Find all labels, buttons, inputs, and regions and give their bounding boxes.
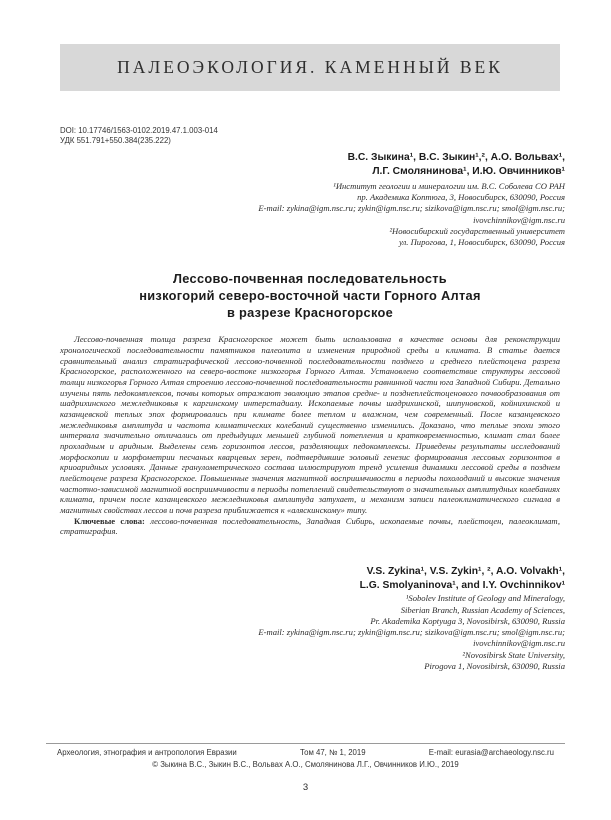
section-banner — [60, 44, 560, 91]
affiliation-en-line: ¹Sobolev Institute of Geology and Mineralogy, — [405, 593, 565, 604]
affiliation-russian — [60, 181, 565, 249]
abstract-text: Лессово-почвенная толща разреза Красногорское может быть использована в качестве основы для реконструкции хронологической последовательности памятников палеолита и изменения природной среды и климата. В статье дается сравнительный анализ стратиграфической лессово-почвенной последовательности позднего и среднего плейстоцена разреза Красногорское, расположенного на северо-востоке низкогорья Горного Алтая. Установлено соответствие структуры лессовой толщи низкогорья Горного Алтая строению лессово-почвенной последовательности равнинной части юга Западной Сибири. Детально изучены пять педокомплексов, почвы которых отражают эволюцию этапов средне- и позднеплейстоценового почвообразования от шадрихинского межледниковья к каргинскому интерстадиалу. Ископаемые почвы шадрихинской, шипуновской, койнихинской и казанцевской теплых эпох формировались при климате более теплом и влажном, чем современный. После казанцевского межледниковья амплитуда и частота климатических колебаний существенно изменились. Доказано, что теплые эпохи этого интервала значительно отличались от предыдущих меньшей глубиной потепления и кратковременностью, климат стал более прохладным и аридным. Выделены семь горизонтов лессов, разделяющих педокомплексы. Приведены результаты исследований морфоскопии и морфометрии песчаных кварцевых зерен, подтвердившие эоловый генезис формирования лессовых горизонтов в криоаридных условиях. Данные гранулометрического состава иллюстрируют тренд усиления динамики лессовой среды в позднем плейстоцене разреза Красногорское. Повышенные значения магнитной восприимчивости в периоды похолоданий и высокие значения частотно-зависимой магнитной восприимчивости в периоды потеплений свидетельствуют о значительных амплитудных колебаниях климата, причем после казанцевского межледниковья амплитуда затухает, и механизм записи палеоклиматического сигнала в магнитных свойствах лессов и почв разреза приближается к «аляскинскому» типу. — [60, 334, 560, 515]
footer-journal-name: Археология, этнография и антропология Евразии — [57, 748, 237, 757]
article-title — [60, 271, 560, 321]
affiliation-ru-email: ivovchinnikov@igm.nsc.ru — [473, 214, 565, 225]
affiliation-ru-line: ул. Пирогова, 1, Новосибирск, 630090, Россия — [398, 237, 565, 248]
page-number: 3 — [302, 782, 309, 793]
affiliation-en-line: Pr. Akademika Koptyuga 3, Novosibirsk, 630090, Russia — [370, 615, 565, 626]
footer-rule — [46, 743, 565, 744]
page-footer — [0, 743, 611, 793]
authors-ru-line: Л.Г. Смолянинова¹, И.Ю. Овчинников¹ — [372, 165, 565, 177]
affiliation-en-email: ivovchinnikov@igm.nsc.ru — [473, 638, 565, 649]
article-title-line: низкогорий северо-восточной части Горного Алтая — [139, 287, 481, 303]
authors-en-line: V.S. Zykina¹, V.S. Zykin¹, ², A.O. Volvakh¹, — [366, 565, 565, 577]
copyright-line: © Зыкина В.С., Зыкин В.С., Вольвах А.О., Смолянинова Л.Г., Овчинников И.Ю., 2019 — [152, 759, 459, 769]
keywords-text: лессово-почвенная последовательность, Западная Сибирь, ископаемые почвы, плейстоцен, палеоклимат, стратиграфия. — [60, 515, 560, 537]
doi-line: DOI: 10.17746/1563-0102.2019.47.1.003-014 — [60, 126, 218, 135]
authors-en-line: L.G. Smolyaninova¹, and I.Y. Ovchinnikov¹ — [359, 579, 565, 591]
authors-ru-line: В.С. Зыкина¹, В.С. Зыкин¹,², А.О. Вольвах¹, — [347, 152, 565, 164]
affiliation-english — [60, 593, 565, 672]
affiliation-ru-line: ¹Институт геологии и минералогии им. В.С. Соболева СО РАН — [333, 180, 565, 191]
article-title-line: в разрезе Красногорское — [226, 304, 394, 320]
affiliation-en-line: Siberian Branch, Russian Academy of Sciences, — [400, 604, 565, 615]
affiliation-ru-email: E-mail: zykina@igm.nsc.ru; zykin@igm.nsc.ru; sizikova@igm.nsc.ru; smol@igm.nsc.ru; — [258, 203, 565, 214]
affiliation-en-line: Pirogova 1, Novosibirsk, 630090, Russia — [424, 660, 565, 671]
keywords — [60, 516, 560, 537]
authors-english — [60, 565, 565, 593]
footer-volume-info: Том 47, № 1, 2019 — [299, 748, 366, 757]
keywords-label: Ключевые слова: — [74, 515, 145, 526]
abstract — [60, 334, 560, 515]
affiliation-ru-line: пр. Академика Коптюга, 3, Новосибирск, 630090, Россия — [357, 192, 565, 203]
section-title: ПАЛЕОЭКОЛОГИЯ. КАМЕННЫЙ ВЕК — [117, 57, 503, 77]
article-meta — [60, 126, 560, 145]
footer-row — [57, 748, 554, 758]
authors-russian — [60, 151, 565, 179]
udk-line: УДК 551.791+550.384(235.222) — [60, 135, 171, 145]
affiliation-en-email: E-mail: zykina@igm.nsc.ru; zykin@igm.nsc.ru; sizikova@igm.nsc.ru; smol@igm.nsc.ru; — [258, 627, 565, 638]
affiliation-ru-line: ²Новосибирский государственный университет — [389, 225, 565, 236]
affiliation-en-line: ²Novosibirsk State University, — [462, 649, 565, 660]
article-title-line: Лессово-почвенная последовательность — [173, 271, 447, 287]
footer-email: E-mail: eurasia@archaeology.nsc.ru — [428, 748, 554, 757]
